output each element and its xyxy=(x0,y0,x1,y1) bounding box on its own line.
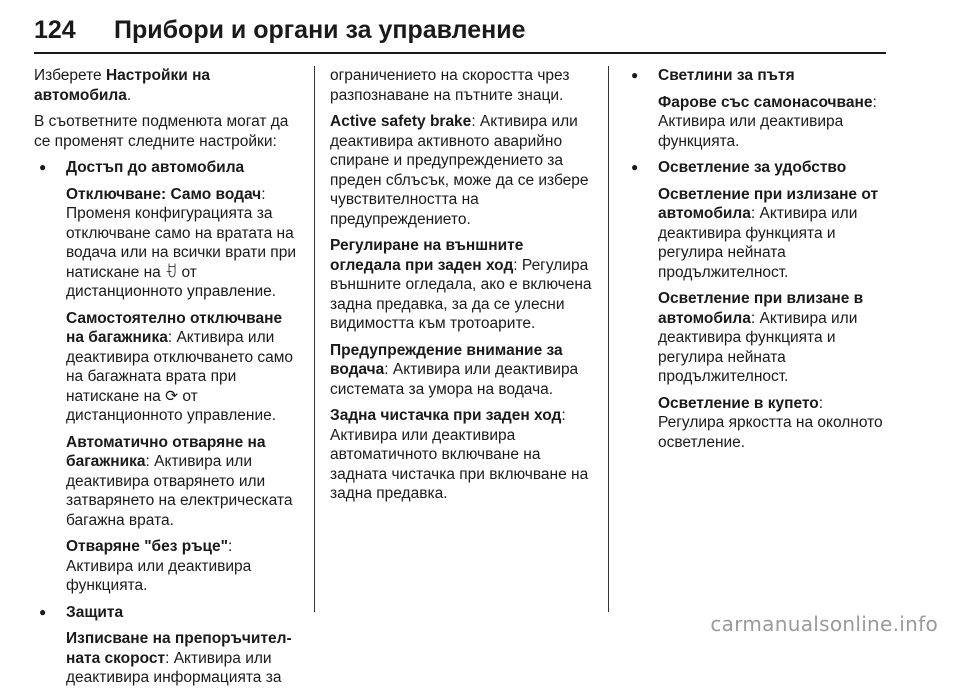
page-title: Прибори и органи за управление xyxy=(114,16,526,44)
setting-unlock-driver: Отключване: Само водач: Променя конфигурацията за отключване само на вратата на водача или на всички врати при натискане на ꀀ от дистанционното управление. xyxy=(66,185,296,300)
bullet-road-lights: ● Светлини за пътя xyxy=(626,66,888,86)
column-divider-2 xyxy=(608,66,609,612)
setting-auto-tailgate: Автоматично отваряне на багажника: Активира или деактивира отварянето или затварянето на електрическата багажна врата. xyxy=(66,433,293,529)
setting-mirrors-reverse: Регулиране на външните огледала при заден ход: Регулира външните огледала, ако е включена задна предавка, за да се улесни видимостта към тротоарите. xyxy=(330,237,592,332)
header-divider xyxy=(34,52,886,54)
column-divider-1 xyxy=(314,66,315,612)
column-1 xyxy=(34,66,302,695)
bullet-protection: ● Защита xyxy=(34,603,302,623)
bullet-comfort-lighting: ● Осветление за удобство xyxy=(626,158,888,178)
continuation-paragraph: ограничението на скоростта чрез разпознаване на пътните знаци. xyxy=(330,67,570,104)
setting-driver-attention: Предупреждение внимание за водача: Активира или деактивира системата за умора на водача. xyxy=(330,341,579,398)
intro-paragraph: Изберете Настройки на автомобила. xyxy=(34,67,211,104)
column-2 xyxy=(330,66,598,511)
setting-interior-lighting: Осветление в купето: Регулира яркостта на околното осветление. xyxy=(658,394,883,451)
setting-hands-free: Отваряне "без ръце": Активира или деактивира функцията. xyxy=(66,538,252,594)
page-number: 124 xyxy=(34,16,76,44)
setting-entry-lighting: Осветление при влизане в автомобила: Активира или деактивира функцията и регулира нейната продължителност. xyxy=(658,290,864,385)
setting-rear-wiper: Задна чистачка при заден ход: Активира или деактивира автоматичното включване на задната чистачка при включване на задна предавка. xyxy=(330,407,589,502)
submenu-paragraph: В съответните подменюта могат да се променят следните настройки: xyxy=(34,113,289,150)
setting-adaptive-headlights: Фарове със самонасочване: Активира или деактивира функцията. xyxy=(658,93,877,150)
watermark: carmanualsonline.info xyxy=(710,612,938,636)
column-3 xyxy=(626,66,888,459)
setting-speed-display: Изписване на препоръчителната скорост: Активира или деактивира информацията за xyxy=(66,630,292,686)
setting-exit-lighting: Осветление при излизане от автомобила: Активира или деактивира функцията и регулира нейната продължителност. xyxy=(658,185,879,281)
setting-active-safety-brake: Active safety brake: Активира или деактивира активното аварийно спиране и предупреждението за преден сблъсък, може да се избере чувствителността на предупреждението. xyxy=(330,113,589,228)
menu-path: Настройки на автомобила xyxy=(34,67,211,104)
setting-trunk-unlock: Самостоятелно отключване на багажника: Активира или деактивира отключването само на багажната врата при натискане на ⟳ от дистанционното управление. xyxy=(66,309,294,424)
tailgate-button-icon: ⟳ xyxy=(165,387,179,405)
unlock-button-icon: ꀀ xyxy=(165,263,178,281)
page-header xyxy=(34,12,886,56)
bullet-vehicle-access: ● Достъп до автомобила xyxy=(34,158,302,178)
